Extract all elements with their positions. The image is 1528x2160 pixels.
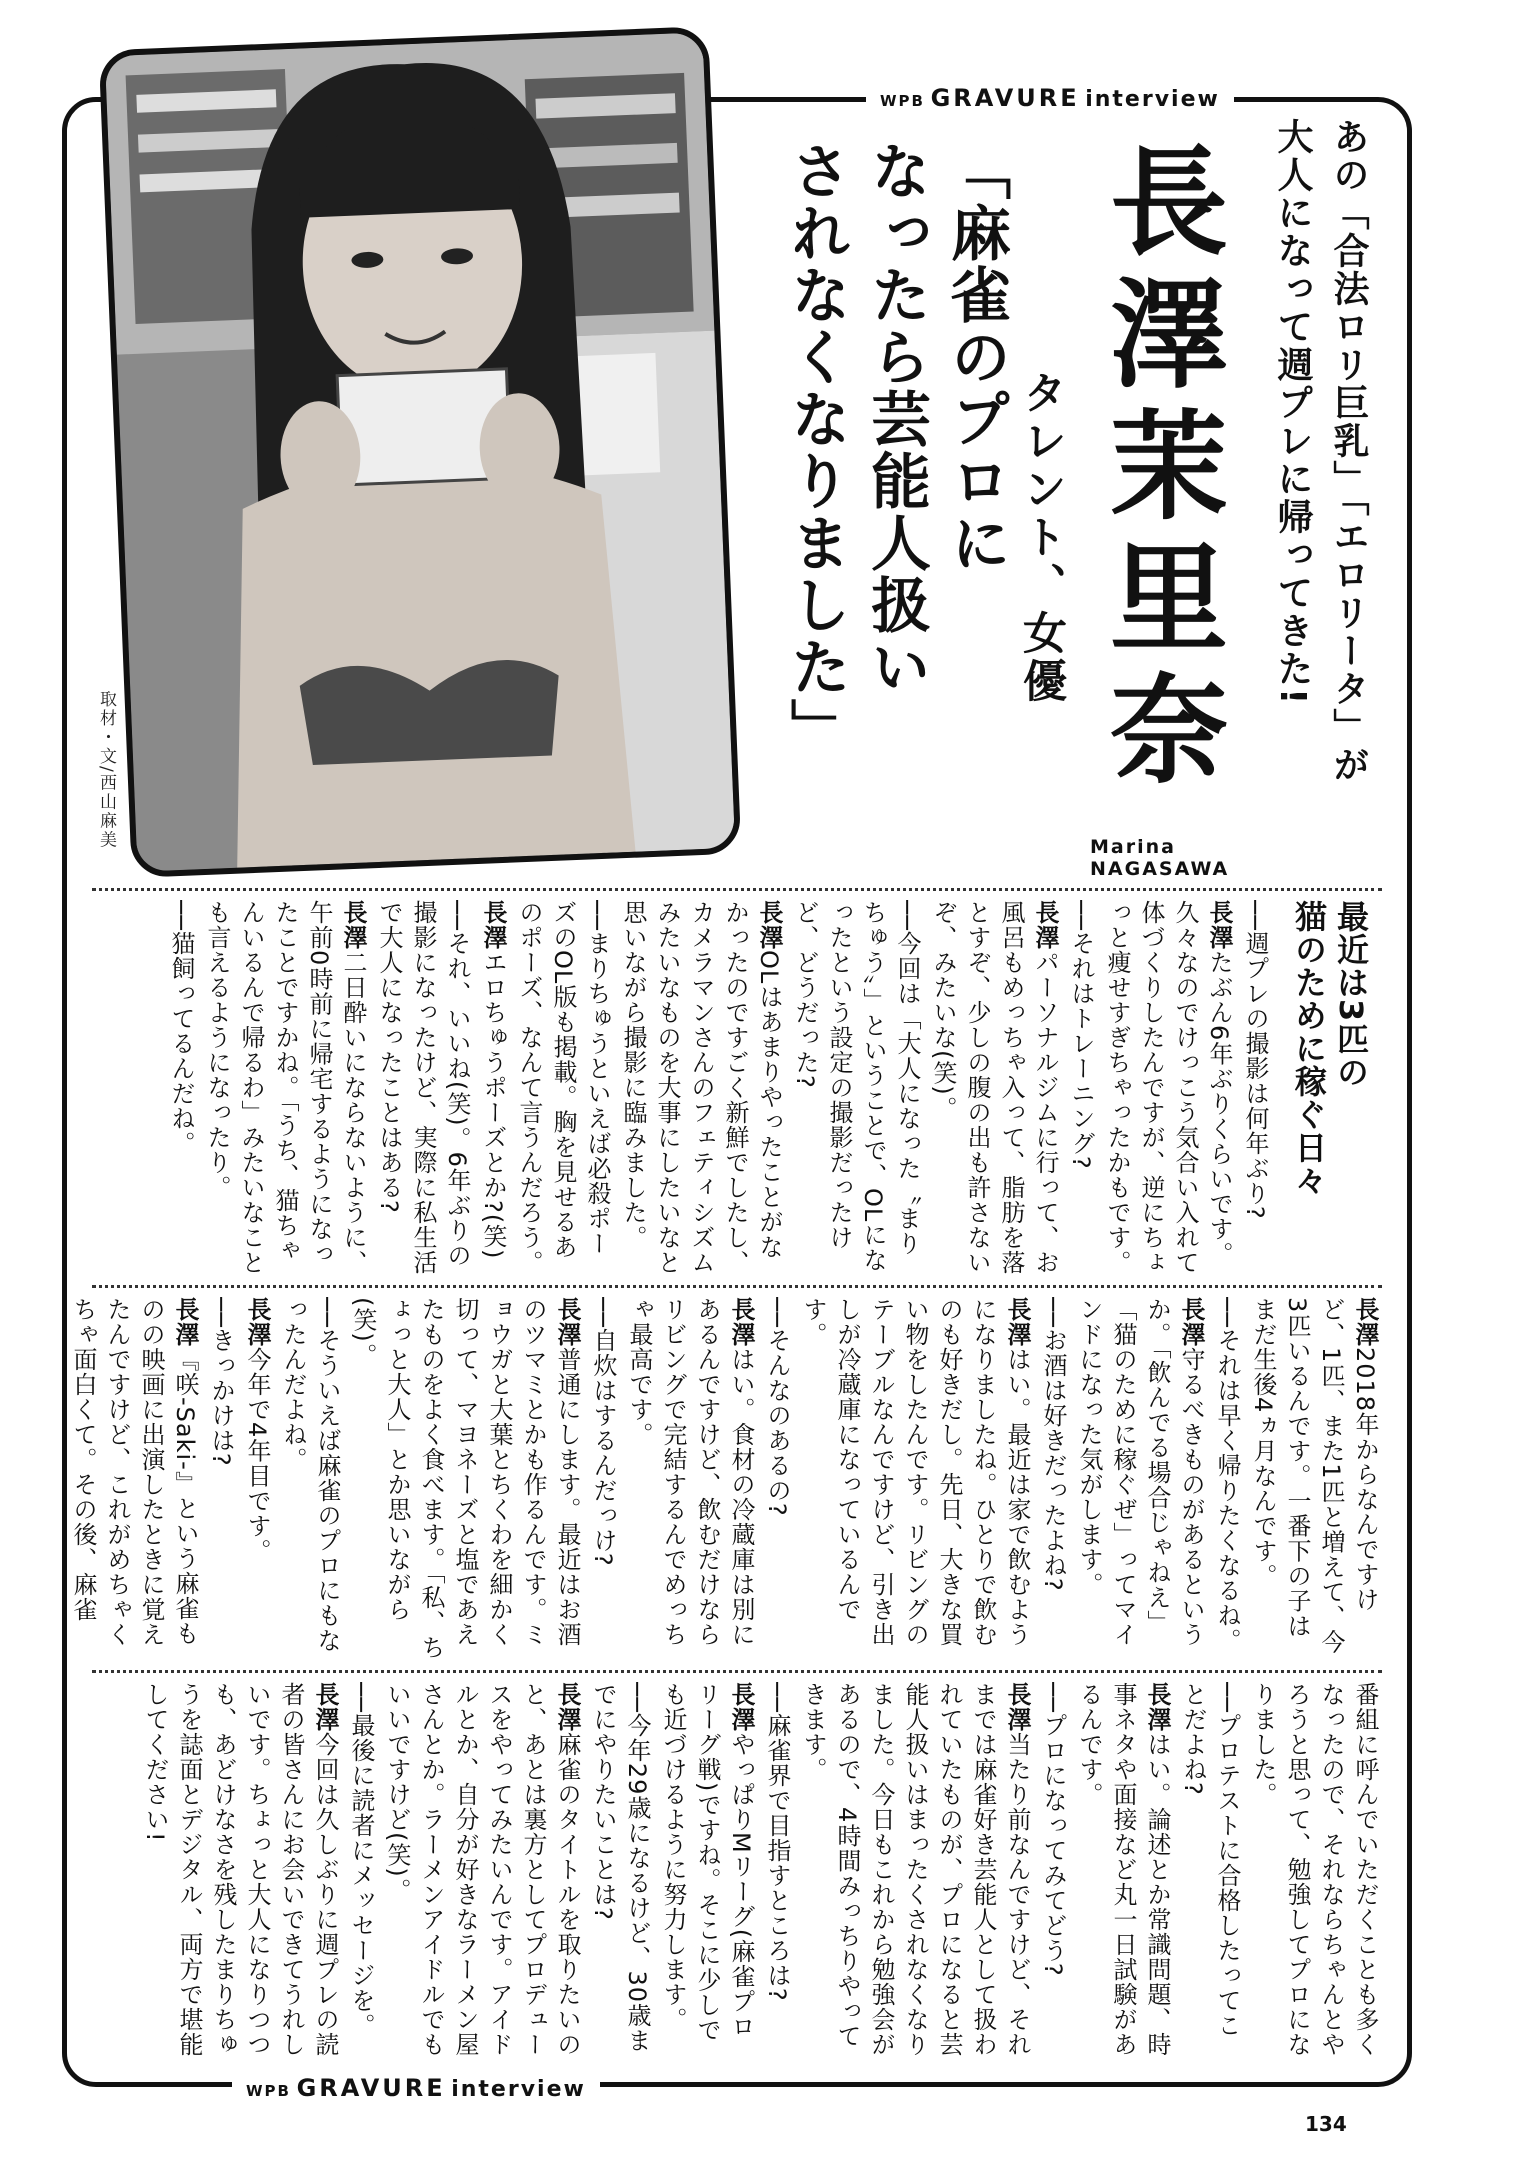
interview-paragraph: ──プロになってみてどう?	[1039, 1682, 1067, 1977]
interview-paragraph: ──それ、いいね(笑)。6年ぶりの撮影になったけど、実際に私生活で大人になったことはある?	[375, 900, 471, 1275]
portrait-photo	[99, 26, 742, 878]
interview-paragraph: ──猫飼ってるんだね。	[167, 900, 195, 1156]
portrait-illustration	[105, 32, 735, 871]
interview-paragraph: 長澤麻雀のタイトルを取りたいのと、あとは裏方としてプロデュースをやってみたいんです。アイドルとか、自分が好きなラーメン屋さんとか。ラーメンアイドルでもいいですけど(笑)。	[383, 1682, 581, 2057]
headline-line: なったら芸能人扱い	[861, 140, 931, 698]
section-divider	[92, 888, 1382, 891]
series-interview: interview	[451, 2077, 586, 2102]
interview-paragraph: ──お酒は好きだったよね?	[1039, 1297, 1067, 1592]
speaker-label: 長澤	[479, 900, 507, 950]
speaker-label: 長澤	[755, 900, 783, 950]
interview-tier-1	[92, 900, 1382, 1275]
subheading-line: 最近は3匹の	[1332, 900, 1370, 1089]
series-wpb: WPB	[246, 2082, 291, 2100]
interview-paragraph: 長澤今年で4年目です。	[243, 1297, 271, 1564]
interview-paragraph: 長澤はい。食材の冷蔵庫は別にあるんですけど、飲むだけならリビングで完結するんでめっちゃ最高です。	[625, 1297, 755, 1647]
section-divider	[92, 1285, 1382, 1288]
interview-paragraph: 長澤守るべきものがあるというか。「飲んでる場合じゃねえ」「猫のために稼ぐぜ」ってマインドになった気がします。	[1075, 1297, 1205, 1647]
kicker-line: 大人になって週プレに帰ってきた!	[1272, 118, 1313, 707]
interview-paragraph: ──最後に読者にメッセージを。	[347, 1682, 375, 2038]
interview-paragraph: ──今年29歳になるけど、30歳までにやりたいことは?	[589, 1682, 651, 2053]
romaji-name	[1090, 836, 1229, 880]
interview-paragraph: 長澤『咲-Saki-』という麻雀ものの映画に出演したときに覚えたんですけど、これがめちゃくちゃ面白くて。その後、麻雀	[69, 1297, 199, 1647]
interviewee-name: 長澤茉里奈	[1090, 140, 1229, 800]
interview-paragraph: 長澤やっぱりMリーグ(麻雀プロリーグ戦)ですね。そこに少しでも近づけるように努力します。	[659, 1682, 755, 2043]
speaker-label: 長澤	[1177, 1297, 1205, 1347]
speaker-label: 長澤	[1003, 1682, 1031, 1732]
speaker-label: 長澤	[1003, 1297, 1031, 1347]
speaker-label: 長澤	[1143, 1682, 1171, 1732]
interview-paragraph: ──プロテストに合格したってことだよね?	[1179, 1682, 1241, 2038]
speaker-label: 長澤	[1205, 900, 1233, 950]
interview-paragraph: ──それは早く帰りたくなるね。	[1213, 1297, 1241, 1653]
interview-paragraph: 長澤エロちゅうポーズとか?(笑)	[479, 900, 507, 1260]
speaker-label: 長澤	[1031, 900, 1059, 950]
speaker-label: 長澤	[1351, 1297, 1379, 1347]
interview-paragraph: ──そんなのあるの?	[763, 1297, 791, 1517]
romaji-last: NAGASAWA	[1090, 858, 1230, 880]
interview-paragraph: 長澤普通にします。最近はお酒のツマミとかも作るんです。ミョウガと大葉とちくわを細かく切って、マヨネーズと塩であえたものをよく食べます。「私、ちょっと大人」とか思いながら(笑)。	[349, 1297, 581, 1660]
headline-line: されなくなりました」	[781, 140, 851, 760]
interview-paragraph: 長澤OLはあまりやったことがなかったのですごく新鮮でしたし、カメラマンさんのフェティシズムみたいなものを大事にしたいなと思いながら撮影に臨みました。	[619, 900, 783, 1275]
speaker-label: 長澤	[243, 1297, 271, 1347]
interview-paragraph: 長澤当たり前なんですけど、それまでは麻雀好き芸能人として扱われていたものが、プロになると芸能人扱いはまったくされなくなりました。今日もこれから勉強会があるので、4時間みっちりやってきます。	[799, 1682, 1031, 2057]
series-label-top	[866, 84, 1234, 112]
interview-paragraph: ──きっかけは?	[207, 1297, 235, 1467]
interview-paragraph: ──それはトレーニング?	[1067, 900, 1095, 1170]
speaker-label: 長澤	[727, 1682, 755, 1732]
interview-paragraph: ──まりちゅうといえば必殺ポーズのOL版も掲載。胸を見せるあのポーズ、なんて言うんだろう。	[515, 900, 611, 1275]
interview-paragraph: 長澤二日酔いにならないように、午前0時前に帰宅するようになったことですかね。「うち、猫ちゃんいるんで帰るわ」みたいなことも言えるようになったり。	[203, 900, 367, 1275]
speaker-label: 長澤	[171, 1297, 199, 1347]
interview-paragraph: ──そういえば麻雀のプロにもなったんだよね。	[279, 1297, 341, 1653]
interview-paragraph: 長澤たぶん6年ぶりくらいです。久々なのでけっこう気合い入れて体づくりしたんですが、逆にちょっと痩せすぎちゃったかもです。	[1103, 900, 1233, 1275]
credit-line: 取材・文/西山麻美	[96, 690, 116, 850]
page-number: 134	[1305, 2112, 1347, 2136]
romaji-first: Marina	[1090, 836, 1176, 858]
interview-paragraph: ──自炊はするんだっけ?	[589, 1297, 617, 1567]
speaker-label: 長澤	[311, 1682, 339, 1732]
series-label-bottom	[232, 2074, 600, 2102]
series-gravure: GRAVURE	[930, 84, 1080, 112]
interview-text	[136, 1682, 1382, 2062]
headline	[776, 140, 1016, 760]
subheading	[1272, 900, 1382, 1275]
interview-text	[162, 900, 1272, 1275]
interview-paragraph: ──今回は「大人になった〝まりちゅう〟」ということで、OLになったという設定の撮影だったけど、どうだった?	[791, 900, 921, 1273]
interview-paragraph: 長澤はい。最近は家で飲むようになりましたね。ひとりで飲むのも好きだし。先日、大きな買い物をしたんです。リビングのテーブルなんですけど、引き出しが冷蔵庫になっているんです。	[799, 1297, 1031, 1647]
interview-paragraph: 番組に呼んでいただくことも多くなったので、それならちゃんとやろうと思って、勉強してプロになりました。	[1249, 1682, 1379, 2057]
interview-paragraph: 長澤はい。論述とか常識問題、時事ネタや面接など丸一日試験があるんです。	[1075, 1682, 1171, 2057]
kicker-line: あの「合法ロリ巨乳」「エロリータ」が	[1328, 118, 1369, 784]
speaker-label: 長澤	[553, 1297, 581, 1347]
interview-paragraph: 長澤パーソナルジムに行って、お風呂もめっちゃ入って、脂肪を落とすぞ、少しの腹の出も許さないぞ、みたいな(笑)。	[929, 900, 1059, 1275]
speaker-label: 長澤	[553, 1682, 581, 1732]
interview-paragraph: 長澤2018年からなんですけど、1匹、また1匹と増えて、今3匹いるんです。一番下の子はまだ生後4ヵ月なんです。	[1249, 1297, 1379, 1655]
kicker	[1264, 118, 1376, 784]
interview-paragraph: ──週プレの撮影は何年ぶり?	[1241, 900, 1269, 1220]
speaker-label: 長澤	[727, 1297, 755, 1347]
interview-paragraph: ──麻雀界で目指すところは?	[763, 1682, 791, 2002]
headline-line: 「麻雀のプロに	[941, 140, 1011, 574]
interviewee-role: タレント、女優	[1015, 370, 1066, 706]
interview-paragraph: 長澤今回は久しぶりに週プレの読者の皆さんにお会いできてうれしいです。ちょっと大人になりつつも、あどけなさを残したまりちゅうを誌面とデジタル、両方で堪能してください!	[141, 1682, 339, 2057]
series-gravure: GRAVURE	[296, 2074, 446, 2102]
interview-tier-3	[92, 1682, 1382, 2062]
section-divider	[92, 1670, 1382, 1673]
series-wpb: WPB	[880, 92, 925, 110]
interview-tier-2	[69, 1297, 1382, 1660]
subheading-line: 猫のために稼ぐ日々	[1290, 900, 1328, 1197]
interview-text	[64, 1297, 1382, 1660]
series-interview: interview	[1085, 87, 1220, 112]
speaker-label: 長澤	[339, 900, 367, 950]
